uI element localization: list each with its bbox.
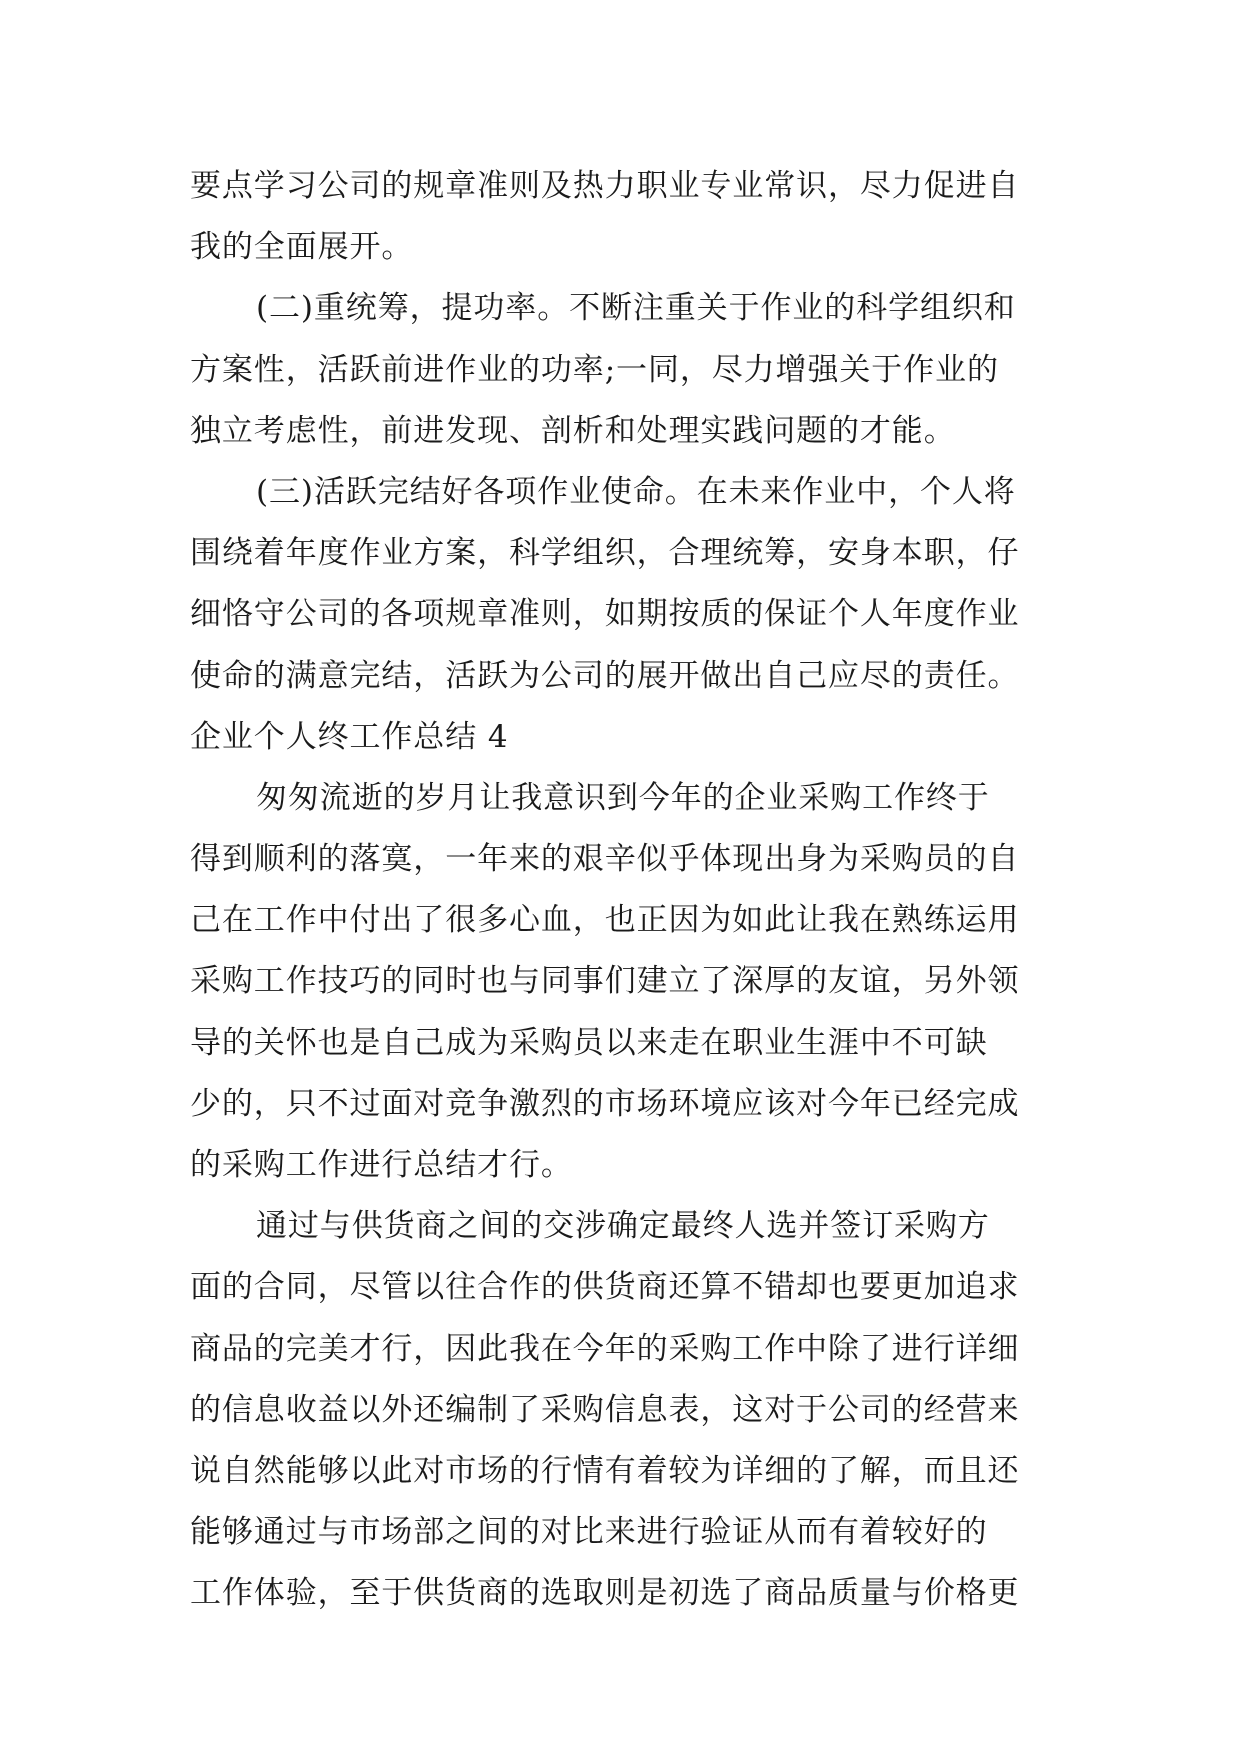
body-text <box>190 156 1070 1625</box>
text-line: 使命的满意完结，活跃为公司的展开做出自己应尽的责任。 <box>190 657 1020 694</box>
text-line: (二)重统筹，提功率。不断注重关于作业的科学组织和 <box>256 290 1016 327</box>
text-line: 我的全面展开。 <box>190 229 414 266</box>
text-line: 匆匆流逝的岁月让我意识到今年的企业采购工作终于 <box>256 779 990 816</box>
text-line: 的信息收益以外还编制了采购信息表，这对于公司的经营来 <box>190 1391 1020 1428</box>
text-line: 要点学习公司的规章准则及热力职业专业常识，尽力促进自 <box>190 168 1020 204</box>
text-line: 面的合同，尽管以往合作的供货商还算不错却也要更加追求 <box>190 1269 1020 1306</box>
text-line: 通过与供货商之间的交涉确定最终人选并签订采购方 <box>256 1208 990 1245</box>
text-line: 己在工作中付出了很多心血，也正因为如此让我在熟练运用 <box>190 902 1020 939</box>
text-line: 采购工作技巧的同时也与同事们建立了深厚的友谊，另外领 <box>190 963 1020 1000</box>
text-line: 方案性，活跃前进作业的功率;一同，尽力增强关于作业的 <box>190 351 999 388</box>
text-line: 少的，只不过面对竞争激烈的市场环境应该对今年已经完成 <box>190 1085 1020 1122</box>
text-line: 商品的完美才行，因此我在今年的采购工作中除了进行详细 <box>190 1330 1020 1367</box>
text-line: 企业个人终工作总结 4 <box>190 718 509 755</box>
text-line: 说自然能够以此对市场的行情有着较为详细的了解，而且还 <box>190 1452 1020 1489</box>
text-line: 的采购工作进行总结才行。 <box>190 1147 573 1183</box>
text-line: (三)活跃完结好各项作业使命。在未来作业中，个人将 <box>256 473 1016 510</box>
text-line: 围绕着年度作业方案，科学组织，合理统筹，安身本职，仔 <box>190 535 1020 572</box>
text-line: 细恪守公司的各项规章准则，如期按质的保证个人年度作业 <box>190 596 1020 633</box>
text-line: 得到顺利的落寞，一年来的艰辛似乎体现出身为采购员的自 <box>190 841 1020 878</box>
text-line: 导的关怀也是自己成为采购员以来走在职业生涯中不可缺 <box>190 1024 988 1061</box>
text-line: 独立考虑性，前进发现、剖析和处理实践问题的才能。 <box>190 412 956 449</box>
text-line: 能够通过与市场部之间的对比来进行验证从而有着较好的 <box>190 1514 988 1551</box>
text-line: 工作体验，至于供货商的选取则是初选了商品质量与价格更 <box>190 1575 1020 1612</box>
